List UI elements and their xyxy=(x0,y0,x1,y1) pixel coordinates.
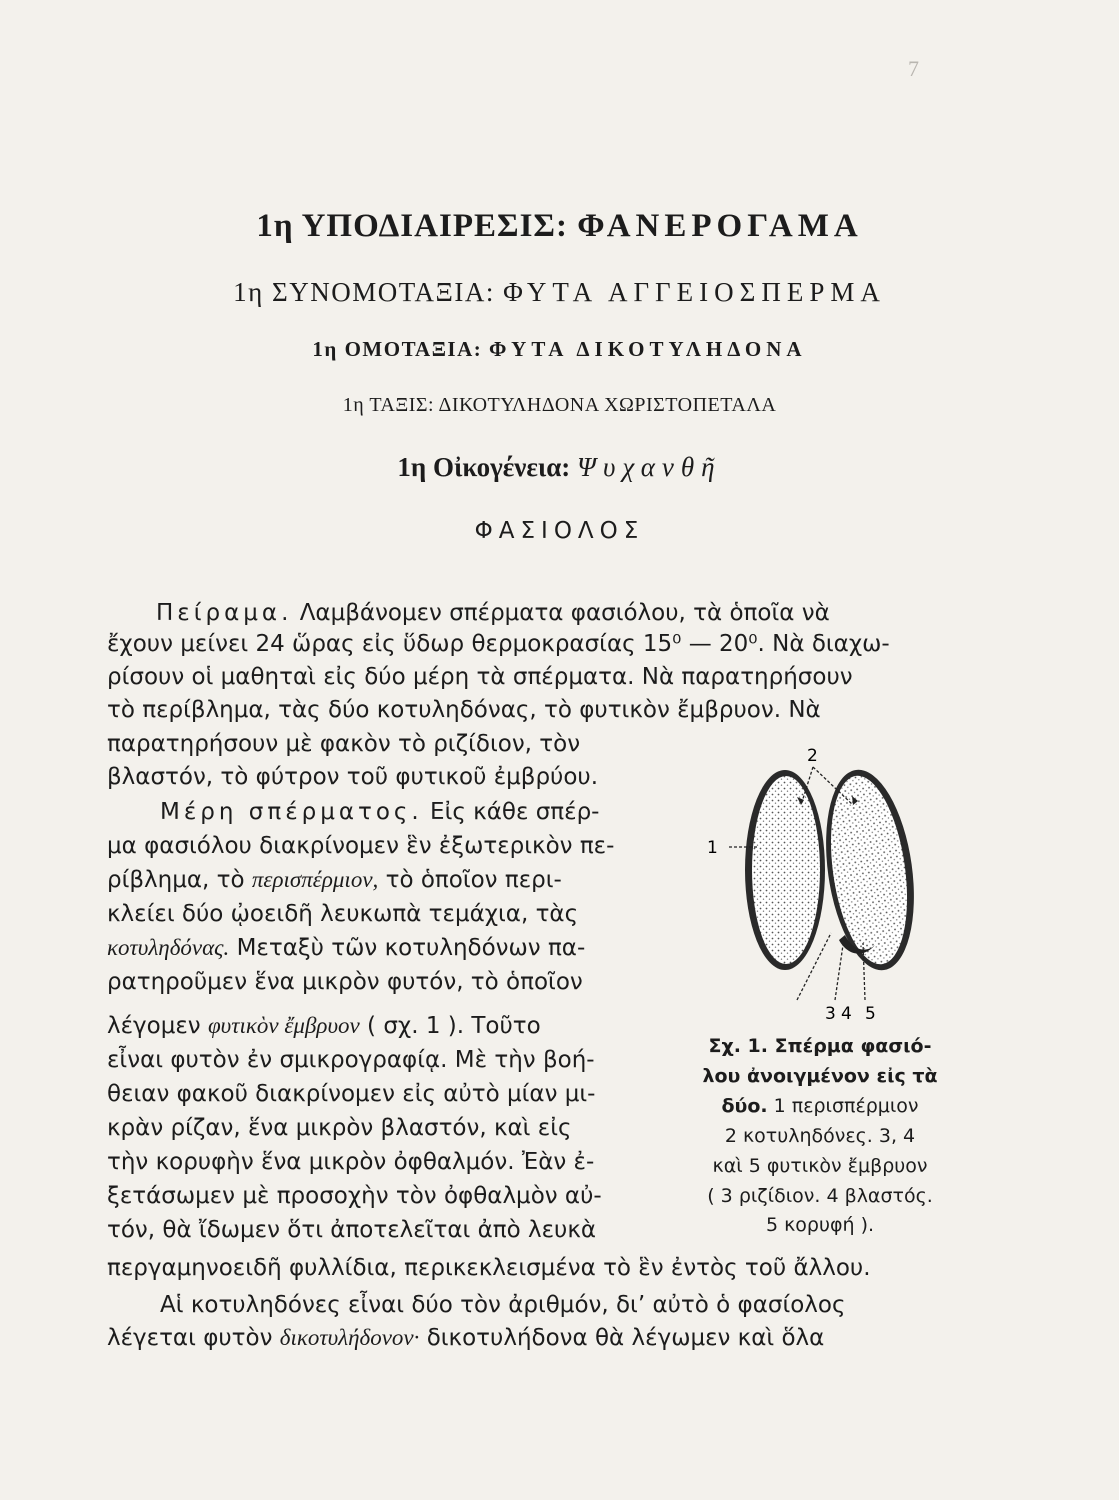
body-line-15: θειαν φακοῦ διακρίνομεν εἰς αὐτὸ μίαν μι- xyxy=(107,1081,596,1107)
body-line-7: Μέρη σπέρματος. Εἰς κάθε σπέρ- xyxy=(160,799,600,825)
body-line-9: ρίβλημα, τὸ περισπέρμιον, τὸ ὁποῖον περι- xyxy=(107,867,562,893)
body-line-13: λέγομεν φυτικὸν ἔμβρυον ( σχ. 1 ). Τοῦτο xyxy=(107,1013,541,1039)
seed-coat-half xyxy=(745,770,825,970)
heading-division: 1η ΥΠΟΔΙΑΙΡΕΣΙΣ: ΦΑΝΕΡΟΓΑΜΑ xyxy=(256,208,863,244)
body-line-1: Πείραμα. Λαμβάνομεν σπέρματα φασιόλου, τὰ ὁποῖα νὰ xyxy=(156,600,830,626)
body-line-2: ἔχουν μείνει 24 ὥρας εἰς ὕδωρ θερμοκρασίας 15⁰ — 20⁰. Νὰ διαχω- xyxy=(107,631,890,657)
body-line-17: τὴν κορυφὴν ἕνα μικρὸν ὀφθαλμόν. Ἐὰν ἐ- xyxy=(107,1149,595,1175)
label-5: 5 xyxy=(865,1004,876,1024)
label-2: 2 xyxy=(807,746,818,766)
body-line-22: λέγεται φυτὸν δικοτυλήδονον· δικοτυλήδονα θὰ λέγωμεν καὶ ὅλα xyxy=(107,1325,825,1351)
body-line-10: κλείει δύο ᾠοειδῆ λευκωπὰ τεμάχια, τὰς xyxy=(107,901,579,927)
figure-caption-line-5: καὶ 5 φυτικὸν ἔμβρυον xyxy=(712,1155,928,1177)
figure-caption-line-3: δύο. 1 περισπέρμιον xyxy=(721,1095,919,1117)
page-number: 7 xyxy=(908,56,919,81)
body-line-18: ξετάσωμεν μὲ προσοχὴν τὸν ὀφθαλμὸν αὐ- xyxy=(107,1183,602,1209)
body-line-3: ρίσουν οἱ μαθηταὶ εἰς δύο μέρη τὰ σπέρματα. Νὰ παρατηρήσουν xyxy=(107,664,853,690)
body-line-16: κρὰν ρίζαν, ἕνα μικρὸν βλαστόν, καὶ εἰς xyxy=(107,1115,572,1141)
heading-class: 1η ΟΜΟΤΑΞΙΑ: ΦΥΤΑ ΔΙΚΟΤΥΛΗΔΟΝΑ xyxy=(312,337,807,361)
heading-plant: ΦΑΣΙΟΛΟΣ xyxy=(474,518,645,544)
body-line-6: βλαστόν, τὸ φύτρον τοῦ φυτικοῦ ἐμβρύου. xyxy=(107,764,599,790)
body-line-12: ρατηροῦμεν ἕνα μικρὸν φυτόν, τὸ ὁποῖον xyxy=(107,969,583,995)
body-line-8: μα φασιόλου διακρίνομεν ἓν ἐξωτερικὸν πε- xyxy=(107,833,615,859)
figure-caption-line-1: Σχ. 1. Σπέρμα φασιό- xyxy=(708,1035,932,1057)
body-line-19: τόν, θὰ ἴδωμεν ὅτι ἀποτελεῖται ἀπὸ λευκὰ xyxy=(107,1217,597,1243)
body-line-11: κοτυληδόνας. Μεταξὺ τῶν κοτυληδόνων πα- xyxy=(107,935,586,961)
label-3: 3 xyxy=(825,1004,836,1024)
figure-caption-line-4: 2 κοτυληδόνες. 3, 4 xyxy=(724,1125,916,1147)
body-line-21: Αἱ κοτυληδόνες εἶναι δύο τὸν ἀριθμόν, δι’ αὐτὸ ὁ φασίολος xyxy=(160,1292,846,1318)
figure-caption-line-6: ( 3 ριζίδιον. 4 βλαστός. xyxy=(707,1185,933,1207)
cotyledon-half xyxy=(814,764,925,976)
label-1: 1 xyxy=(707,838,718,858)
figure-caption-line-7: 5 κορυφή ). xyxy=(765,1214,875,1236)
heading-family: 1η Οἰκογένεια: Ψυχανθῆ xyxy=(397,452,722,482)
body-line-14: εἶναι φυτὸν ἐν σμικρογραφίᾳ. Μὲ τὴν βοή- xyxy=(107,1047,595,1073)
label-4: 4 xyxy=(841,1004,852,1024)
body-line-20: περγαμηνοειδῆ φυλλίδια, περικεκλεισμένα τὸ ἓν ἐντὸς τοῦ ἄλλου. xyxy=(107,1255,871,1281)
figure-bean-seed xyxy=(707,745,945,1025)
body-line-4: τὸ περίβλημα, τὰς δύο κοτυληδόνας, τὸ φυτικὸν ἔμβρυον. Νὰ xyxy=(107,697,821,723)
heading-subdivision: 1η ΣΥΝΟΜΟΤΑΞΙΑ: ΦΥΤΑ ΑΓΓΕΙΟΣΠΕΡΜΑ xyxy=(233,277,886,307)
body-line-5: παρατηρήσουν μὲ φακὸν τὸ ριζίδιον, τὸν xyxy=(107,731,581,757)
heading-order: 1η ΤΑΞΙΣ: ΔΙΚΟΤΥΛΗΔΟΝΑ ΧΩΡΙΣΤΟΠΕΤΑΛΑ xyxy=(342,394,777,416)
figure-caption-line-2: λου ἀνοιγμένον εἰς τὰ xyxy=(702,1065,938,1087)
